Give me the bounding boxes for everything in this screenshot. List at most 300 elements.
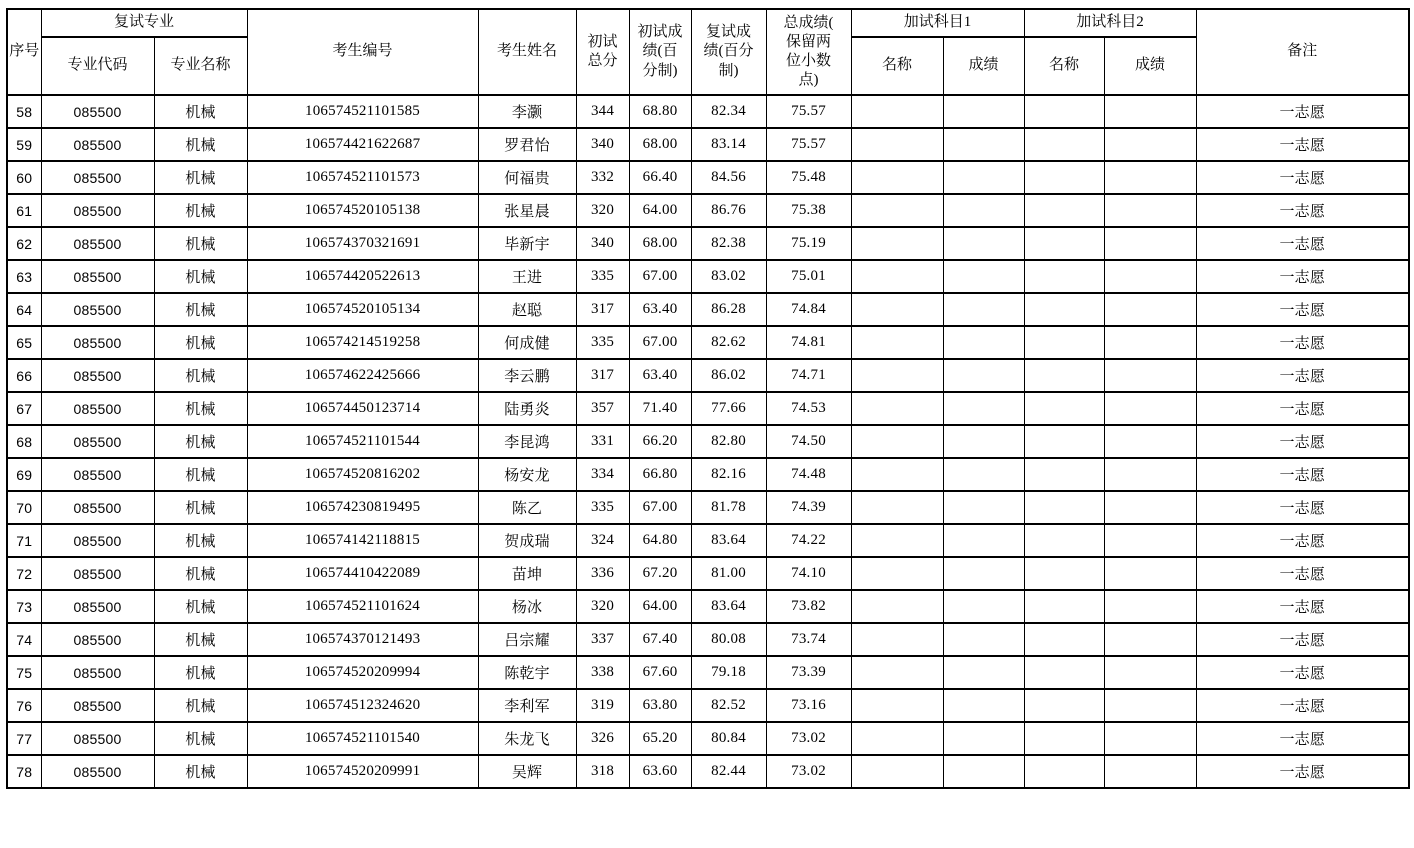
cell-kaosheng-xingming: 李云鹏	[478, 359, 576, 392]
cell-jiashi1-mingcheng	[851, 392, 943, 425]
table-body	[7, 95, 1409, 788]
cell-jiashi2-chengji	[1104, 755, 1196, 788]
cell-chushi-zongfen: 317	[576, 293, 629, 326]
cell-chushi-chengji: 65.20	[629, 722, 691, 755]
cell-fushi-chengji: 86.76	[691, 194, 766, 227]
cell-zhuanye-mingcheng: 机械	[154, 227, 247, 260]
cell-kaosheng-bianhao: 106574521101544	[247, 425, 478, 458]
cell-chushi-zongfen: 344	[576, 95, 629, 128]
cell-kaosheng-xingming: 陈乙	[478, 491, 576, 524]
cell-jiashi1-mingcheng	[851, 524, 943, 557]
cell-beizhu: 一志愿	[1196, 326, 1409, 359]
cell-jiashi2-mingcheng	[1024, 128, 1104, 161]
cell-zhuanye-daima: 085500	[41, 590, 154, 623]
cell-zong-chengji: 73.16	[766, 689, 851, 722]
cell-zong-chengji: 74.81	[766, 326, 851, 359]
table-row	[7, 722, 1409, 755]
cell-chushi-zongfen: 334	[576, 458, 629, 491]
cell-chushi-zongfen: 337	[576, 623, 629, 656]
cell-jiashi1-chengji	[943, 755, 1024, 788]
cell-jiashi2-chengji	[1104, 128, 1196, 161]
cell-zhuanye-daima: 085500	[41, 557, 154, 590]
cell-fushi-chengji: 82.44	[691, 755, 766, 788]
cell-jiashi2-chengji	[1104, 722, 1196, 755]
cell-kaosheng-bianhao: 106574520105138	[247, 194, 478, 227]
table-row	[7, 194, 1409, 227]
cell-kaosheng-xingming: 李昆鸿	[478, 425, 576, 458]
cell-beizhu: 一志愿	[1196, 458, 1409, 491]
cell-chushi-chengji: 63.60	[629, 755, 691, 788]
cell-xuhao: 62	[7, 227, 41, 260]
cell-zhuanye-daima: 085500	[41, 491, 154, 524]
table-row	[7, 590, 1409, 623]
cell-jiashi1-chengji	[943, 557, 1024, 590]
table-row	[7, 656, 1409, 689]
cell-kaosheng-bianhao: 106574521101624	[247, 590, 478, 623]
cell-beizhu: 一志愿	[1196, 557, 1409, 590]
cell-chushi-chengji: 67.00	[629, 326, 691, 359]
cell-chushi-chengji: 66.40	[629, 161, 691, 194]
cell-kaosheng-bianhao: 106574450123714	[247, 392, 478, 425]
cell-jiashi2-mingcheng	[1024, 425, 1104, 458]
cell-zhuanye-mingcheng: 机械	[154, 722, 247, 755]
cell-jiashi2-chengji	[1104, 425, 1196, 458]
cell-jiashi2-chengji	[1104, 590, 1196, 623]
cell-zhuanye-daima: 085500	[41, 425, 154, 458]
header-beizhu: 备注	[1196, 9, 1409, 95]
cell-kaosheng-bianhao: 106574520209994	[247, 656, 478, 689]
table-row	[7, 161, 1409, 194]
cell-jiashi2-mingcheng	[1024, 623, 1104, 656]
cell-kaosheng-xingming: 吴辉	[478, 755, 576, 788]
cell-jiashi1-chengji	[943, 260, 1024, 293]
cell-chushi-zongfen: 318	[576, 755, 629, 788]
cell-jiashi1-chengji	[943, 425, 1024, 458]
cell-beizhu: 一志愿	[1196, 227, 1409, 260]
cell-jiashi1-chengji	[943, 491, 1024, 524]
cell-zhuanye-daima: 085500	[41, 227, 154, 260]
cell-zhuanye-mingcheng: 机械	[154, 491, 247, 524]
cell-jiashi2-chengji	[1104, 260, 1196, 293]
cell-jiashi1-mingcheng	[851, 227, 943, 260]
cell-beizhu: 一志愿	[1196, 491, 1409, 524]
header-fushi-chengji: 复试成绩(百分制)	[691, 9, 766, 95]
cell-kaosheng-bianhao: 106574142118815	[247, 524, 478, 557]
header-fushi-zhuanye: 复试专业	[41, 9, 247, 37]
cell-chushi-zongfen: 335	[576, 326, 629, 359]
cell-jiashi2-chengji	[1104, 524, 1196, 557]
cell-xuhao: 73	[7, 590, 41, 623]
header-jiashi1-mingcheng: 名称	[851, 37, 943, 95]
results-table	[6, 8, 1410, 789]
cell-xuhao: 68	[7, 425, 41, 458]
header-jiashi-kemu-1: 加试科目1	[851, 9, 1024, 37]
cell-kaosheng-bianhao: 106574622425666	[247, 359, 478, 392]
cell-chushi-chengji: 68.00	[629, 128, 691, 161]
cell-kaosheng-xingming: 朱龙飞	[478, 722, 576, 755]
cell-zhuanye-mingcheng: 机械	[154, 656, 247, 689]
cell-zong-chengji: 73.74	[766, 623, 851, 656]
cell-xuhao: 75	[7, 656, 41, 689]
cell-chushi-zongfen: 357	[576, 392, 629, 425]
cell-kaosheng-bianhao: 106574370121493	[247, 623, 478, 656]
cell-jiashi1-mingcheng	[851, 95, 943, 128]
cell-jiashi1-chengji	[943, 194, 1024, 227]
cell-zhuanye-mingcheng: 机械	[154, 161, 247, 194]
cell-zhuanye-daima: 085500	[41, 260, 154, 293]
header-kaosheng-bianhao: 考生编号	[247, 9, 478, 95]
cell-jiashi1-mingcheng	[851, 722, 943, 755]
cell-jiashi1-chengji	[943, 722, 1024, 755]
cell-chushi-chengji: 63.40	[629, 293, 691, 326]
cell-jiashi2-chengji	[1104, 194, 1196, 227]
cell-zhuanye-daima: 085500	[41, 161, 154, 194]
cell-kaosheng-xingming: 贺成瑞	[478, 524, 576, 557]
cell-jiashi1-chengji	[943, 161, 1024, 194]
table-row	[7, 392, 1409, 425]
cell-chushi-zongfen: 336	[576, 557, 629, 590]
cell-xuhao: 72	[7, 557, 41, 590]
cell-zong-chengji: 75.57	[766, 128, 851, 161]
header-chushi-zongfen: 初试总分	[576, 9, 629, 95]
cell-chushi-zongfen: 317	[576, 359, 629, 392]
cell-chushi-chengji: 64.80	[629, 524, 691, 557]
table-row	[7, 95, 1409, 128]
table-row	[7, 623, 1409, 656]
cell-jiashi1-chengji	[943, 590, 1024, 623]
cell-chushi-chengji: 67.60	[629, 656, 691, 689]
cell-chushi-zongfen: 340	[576, 227, 629, 260]
cell-jiashi1-mingcheng	[851, 194, 943, 227]
cell-zong-chengji: 75.57	[766, 95, 851, 128]
cell-jiashi1-mingcheng	[851, 260, 943, 293]
cell-jiashi1-chengji	[943, 95, 1024, 128]
cell-xuhao: 58	[7, 95, 41, 128]
cell-kaosheng-xingming: 陆勇炎	[478, 392, 576, 425]
cell-beizhu: 一志愿	[1196, 194, 1409, 227]
cell-zong-chengji: 74.10	[766, 557, 851, 590]
header-zhuanye-daima: 专业代码	[41, 37, 154, 95]
cell-beizhu: 一志愿	[1196, 359, 1409, 392]
cell-jiashi1-mingcheng	[851, 689, 943, 722]
cell-kaosheng-xingming: 毕新宇	[478, 227, 576, 260]
cell-beizhu: 一志愿	[1196, 392, 1409, 425]
cell-beizhu: 一志愿	[1196, 95, 1409, 128]
cell-chushi-zongfen: 320	[576, 194, 629, 227]
cell-jiashi2-chengji	[1104, 458, 1196, 491]
cell-zhuanye-daima: 085500	[41, 689, 154, 722]
cell-jiashi2-mingcheng	[1024, 95, 1104, 128]
cell-fushi-chengji: 82.34	[691, 95, 766, 128]
cell-jiashi1-chengji	[943, 326, 1024, 359]
cell-zhuanye-mingcheng: 机械	[154, 128, 247, 161]
cell-jiashi2-chengji	[1104, 392, 1196, 425]
cell-fushi-chengji: 84.56	[691, 161, 766, 194]
table-row	[7, 260, 1409, 293]
cell-jiashi1-mingcheng	[851, 590, 943, 623]
cell-jiashi1-chengji	[943, 524, 1024, 557]
header-zong-chengji: 总成绩(保留两位小数点)	[766, 9, 851, 95]
cell-beizhu: 一志愿	[1196, 623, 1409, 656]
cell-zhuanye-mingcheng: 机械	[154, 590, 247, 623]
cell-jiashi2-mingcheng	[1024, 458, 1104, 491]
cell-kaosheng-bianhao: 106574520209991	[247, 755, 478, 788]
cell-jiashi1-chengji	[943, 623, 1024, 656]
cell-beizhu: 一志愿	[1196, 755, 1409, 788]
cell-kaosheng-xingming: 吕宗耀	[478, 623, 576, 656]
table-row	[7, 326, 1409, 359]
cell-jiashi2-mingcheng	[1024, 524, 1104, 557]
cell-jiashi2-mingcheng	[1024, 260, 1104, 293]
cell-zhuanye-mingcheng: 机械	[154, 524, 247, 557]
table-row	[7, 524, 1409, 557]
table-row	[7, 128, 1409, 161]
cell-jiashi2-mingcheng	[1024, 293, 1104, 326]
cell-fushi-chengji: 83.64	[691, 590, 766, 623]
cell-kaosheng-xingming: 王进	[478, 260, 576, 293]
cell-jiashi2-mingcheng	[1024, 227, 1104, 260]
cell-zhuanye-mingcheng: 机械	[154, 359, 247, 392]
cell-zhuanye-daima: 085500	[41, 458, 154, 491]
cell-chushi-chengji: 63.80	[629, 689, 691, 722]
cell-kaosheng-bianhao: 106574520105134	[247, 293, 478, 326]
cell-xuhao: 61	[7, 194, 41, 227]
cell-fushi-chengji: 80.84	[691, 722, 766, 755]
cell-chushi-zongfen: 338	[576, 656, 629, 689]
cell-zong-chengji: 75.48	[766, 161, 851, 194]
cell-zong-chengji: 74.84	[766, 293, 851, 326]
cell-zong-chengji: 73.02	[766, 755, 851, 788]
cell-zhuanye-mingcheng: 机械	[154, 557, 247, 590]
cell-beizhu: 一志愿	[1196, 689, 1409, 722]
cell-jiashi1-mingcheng	[851, 491, 943, 524]
cell-jiashi2-chengji	[1104, 95, 1196, 128]
cell-chushi-chengji: 66.20	[629, 425, 691, 458]
cell-fushi-chengji: 80.08	[691, 623, 766, 656]
cell-chushi-chengji: 67.20	[629, 557, 691, 590]
cell-fushi-chengji: 82.80	[691, 425, 766, 458]
cell-jiashi2-mingcheng	[1024, 755, 1104, 788]
cell-chushi-chengji: 66.80	[629, 458, 691, 491]
cell-kaosheng-bianhao: 106574410422089	[247, 557, 478, 590]
cell-chushi-zongfen: 340	[576, 128, 629, 161]
cell-zhuanye-daima: 085500	[41, 293, 154, 326]
cell-jiashi2-chengji	[1104, 293, 1196, 326]
cell-chushi-zongfen: 319	[576, 689, 629, 722]
cell-zong-chengji: 74.48	[766, 458, 851, 491]
cell-zhuanye-mingcheng: 机械	[154, 689, 247, 722]
cell-xuhao: 64	[7, 293, 41, 326]
cell-zong-chengji: 75.01	[766, 260, 851, 293]
cell-fushi-chengji: 79.18	[691, 656, 766, 689]
cell-chushi-zongfen: 331	[576, 425, 629, 458]
cell-chushi-chengji: 67.40	[629, 623, 691, 656]
cell-zhuanye-daima: 085500	[41, 95, 154, 128]
cell-zhuanye-mingcheng: 机械	[154, 425, 247, 458]
cell-chushi-chengji: 67.00	[629, 491, 691, 524]
cell-chushi-chengji: 71.40	[629, 392, 691, 425]
cell-jiashi1-chengji	[943, 128, 1024, 161]
cell-jiashi2-chengji	[1104, 326, 1196, 359]
cell-jiashi1-mingcheng	[851, 326, 943, 359]
cell-beizhu: 一志愿	[1196, 722, 1409, 755]
cell-zong-chengji: 73.39	[766, 656, 851, 689]
cell-zong-chengji: 73.02	[766, 722, 851, 755]
cell-kaosheng-xingming: 陈乾宇	[478, 656, 576, 689]
cell-jiashi2-chengji	[1104, 689, 1196, 722]
cell-jiashi1-chengji	[943, 392, 1024, 425]
cell-jiashi1-chengji	[943, 227, 1024, 260]
cell-jiashi1-mingcheng	[851, 359, 943, 392]
cell-zhuanye-mingcheng: 机械	[154, 194, 247, 227]
cell-zong-chengji: 74.22	[766, 524, 851, 557]
header-jiashi2-chengji: 成绩	[1104, 37, 1196, 95]
cell-jiashi2-mingcheng	[1024, 590, 1104, 623]
cell-kaosheng-xingming: 杨安龙	[478, 458, 576, 491]
cell-xuhao: 71	[7, 524, 41, 557]
cell-chushi-zongfen: 332	[576, 161, 629, 194]
cell-jiashi2-mingcheng	[1024, 722, 1104, 755]
cell-xuhao: 59	[7, 128, 41, 161]
cell-kaosheng-xingming: 罗君怡	[478, 128, 576, 161]
table-row	[7, 755, 1409, 788]
cell-fushi-chengji: 82.62	[691, 326, 766, 359]
cell-fushi-chengji: 86.02	[691, 359, 766, 392]
table-row	[7, 491, 1409, 524]
header-zhuanye-mingcheng: 专业名称	[154, 37, 247, 95]
cell-jiashi2-mingcheng	[1024, 326, 1104, 359]
cell-kaosheng-xingming: 何福贵	[478, 161, 576, 194]
cell-kaosheng-bianhao: 106574230819495	[247, 491, 478, 524]
cell-jiashi1-mingcheng	[851, 755, 943, 788]
cell-kaosheng-bianhao: 106574521101540	[247, 722, 478, 755]
cell-jiashi1-mingcheng	[851, 623, 943, 656]
cell-xuhao: 78	[7, 755, 41, 788]
cell-zhuanye-mingcheng: 机械	[154, 95, 247, 128]
table-header	[7, 9, 1409, 95]
cell-zhuanye-mingcheng: 机械	[154, 326, 247, 359]
table-row	[7, 359, 1409, 392]
cell-jiashi1-mingcheng	[851, 458, 943, 491]
cell-zhuanye-daima: 085500	[41, 359, 154, 392]
cell-kaosheng-bianhao: 106574370321691	[247, 227, 478, 260]
cell-kaosheng-xingming: 赵聪	[478, 293, 576, 326]
cell-kaosheng-xingming: 张星晨	[478, 194, 576, 227]
cell-zong-chengji: 75.19	[766, 227, 851, 260]
cell-zhuanye-mingcheng: 机械	[154, 392, 247, 425]
cell-chushi-zongfen: 335	[576, 260, 629, 293]
cell-kaosheng-bianhao: 106574214519258	[247, 326, 478, 359]
cell-kaosheng-xingming: 何成健	[478, 326, 576, 359]
cell-zong-chengji: 74.53	[766, 392, 851, 425]
header-chushi-chengji: 初试成绩(百分制)	[629, 9, 691, 95]
cell-jiashi1-mingcheng	[851, 425, 943, 458]
cell-zhuanye-daima: 085500	[41, 392, 154, 425]
cell-chushi-chengji: 64.00	[629, 194, 691, 227]
cell-fushi-chengji: 83.02	[691, 260, 766, 293]
cell-xuhao: 66	[7, 359, 41, 392]
cell-beizhu: 一志愿	[1196, 590, 1409, 623]
cell-zong-chengji: 74.39	[766, 491, 851, 524]
cell-beizhu: 一志愿	[1196, 161, 1409, 194]
cell-beizhu: 一志愿	[1196, 128, 1409, 161]
cell-zhuanye-mingcheng: 机械	[154, 260, 247, 293]
cell-chushi-zongfen: 326	[576, 722, 629, 755]
cell-xuhao: 60	[7, 161, 41, 194]
header-kaosheng-xingming: 考生姓名	[478, 9, 576, 95]
cell-jiashi2-chengji	[1104, 656, 1196, 689]
cell-beizhu: 一志愿	[1196, 425, 1409, 458]
cell-zong-chengji: 75.38	[766, 194, 851, 227]
cell-xuhao: 70	[7, 491, 41, 524]
cell-beizhu: 一志愿	[1196, 524, 1409, 557]
cell-kaosheng-xingming: 杨冰	[478, 590, 576, 623]
cell-chushi-chengji: 68.80	[629, 95, 691, 128]
cell-chushi-zongfen: 335	[576, 491, 629, 524]
cell-zhuanye-daima: 085500	[41, 755, 154, 788]
cell-jiashi2-mingcheng	[1024, 557, 1104, 590]
cell-zhuanye-daima: 085500	[41, 128, 154, 161]
cell-zong-chengji: 74.71	[766, 359, 851, 392]
table-row	[7, 458, 1409, 491]
cell-jiashi2-chengji	[1104, 557, 1196, 590]
cell-fushi-chengji: 82.16	[691, 458, 766, 491]
cell-fushi-chengji: 83.64	[691, 524, 766, 557]
cell-jiashi2-mingcheng	[1024, 656, 1104, 689]
header-xuhao: 序号	[7, 9, 41, 95]
cell-chushi-zongfen: 320	[576, 590, 629, 623]
cell-jiashi1-mingcheng	[851, 557, 943, 590]
cell-fushi-chengji: 82.52	[691, 689, 766, 722]
cell-jiashi2-chengji	[1104, 359, 1196, 392]
cell-chushi-zongfen: 324	[576, 524, 629, 557]
cell-kaosheng-bianhao: 106574420522613	[247, 260, 478, 293]
cell-chushi-chengji: 64.00	[629, 590, 691, 623]
cell-xuhao: 69	[7, 458, 41, 491]
cell-fushi-chengji: 82.38	[691, 227, 766, 260]
cell-fushi-chengji: 86.28	[691, 293, 766, 326]
cell-jiashi2-mingcheng	[1024, 392, 1104, 425]
cell-fushi-chengji: 77.66	[691, 392, 766, 425]
cell-jiashi1-mingcheng	[851, 161, 943, 194]
cell-kaosheng-bianhao: 106574421622687	[247, 128, 478, 161]
header-jiashi2-mingcheng: 名称	[1024, 37, 1104, 95]
cell-jiashi2-mingcheng	[1024, 491, 1104, 524]
header-group-row	[7, 9, 1409, 37]
cell-chushi-chengji: 67.00	[629, 260, 691, 293]
cell-jiashi2-chengji	[1104, 227, 1196, 260]
table-row	[7, 227, 1409, 260]
cell-jiashi1-chengji	[943, 458, 1024, 491]
cell-jiashi1-chengji	[943, 656, 1024, 689]
cell-beizhu: 一志愿	[1196, 260, 1409, 293]
cell-fushi-chengji: 81.78	[691, 491, 766, 524]
cell-xuhao: 65	[7, 326, 41, 359]
cell-jiashi1-mingcheng	[851, 656, 943, 689]
cell-beizhu: 一志愿	[1196, 293, 1409, 326]
cell-beizhu: 一志愿	[1196, 656, 1409, 689]
table-row	[7, 293, 1409, 326]
cell-kaosheng-bianhao: 106574512324620	[247, 689, 478, 722]
cell-jiashi2-mingcheng	[1024, 689, 1104, 722]
cell-jiashi2-mingcheng	[1024, 359, 1104, 392]
cell-zong-chengji: 73.82	[766, 590, 851, 623]
cell-jiashi2-chengji	[1104, 491, 1196, 524]
cell-xuhao: 77	[7, 722, 41, 755]
table-row	[7, 689, 1409, 722]
cell-zhuanye-daima: 085500	[41, 326, 154, 359]
cell-zhuanye-mingcheng: 机械	[154, 458, 247, 491]
